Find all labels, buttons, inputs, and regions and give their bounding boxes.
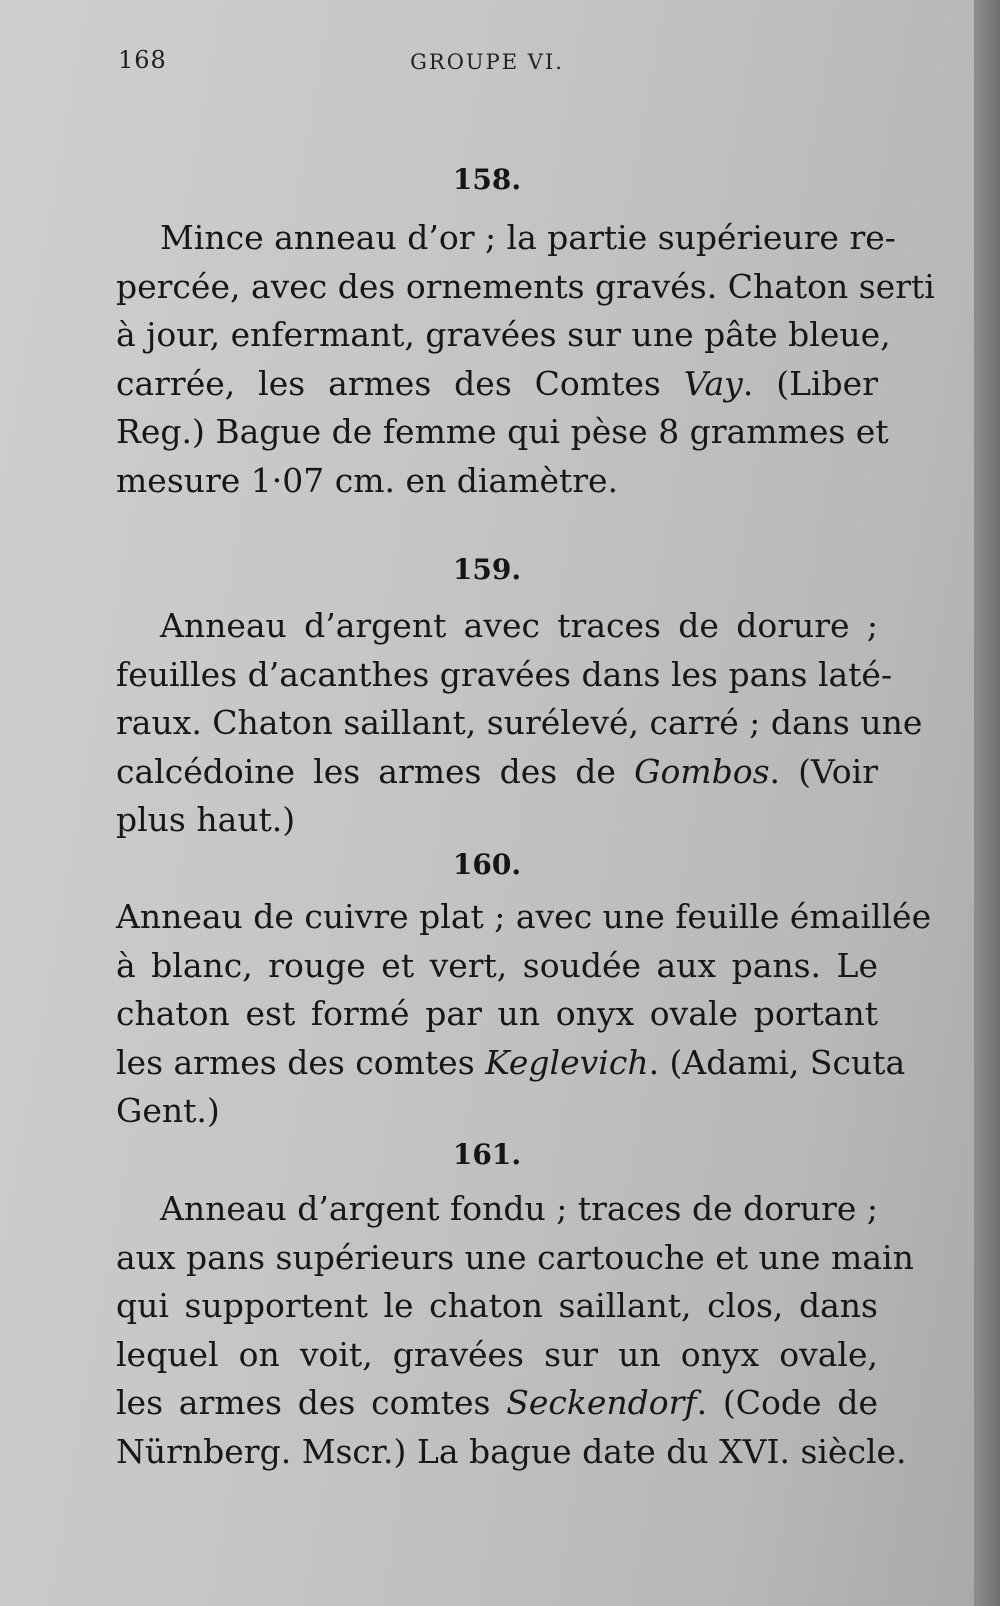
text-line: Reg.) Bague de femme qui pèse 8 grammes et [116, 412, 889, 451]
text-line: feuilles d’acanthes gravées dans les pans laté- [116, 654, 893, 694]
header-title: GROUPE VI. [410, 50, 564, 74]
text-line: Nürnberg. Mscr.) La bague date du XVI. siècle. [116, 1431, 907, 1471]
text-line: aux pans supérieurs une cartouche et une main [116, 1237, 914, 1277]
entry-number-161: 161. [452, 1138, 522, 1171]
text-line: Gent.) [116, 1091, 220, 1130]
text-line: Anneau d’argent fondu ; traces de dorure ; [160, 1189, 879, 1228]
family-name: Vay [683, 363, 743, 403]
text-line: chaton est formé par un onyx ovale portant [116, 994, 878, 1033]
text-line: Anneau de cuivre plat ; avec une feuille émaillée [116, 897, 932, 936]
family-name: Seckendorf [506, 1383, 697, 1422]
entry-158-text [116, 214, 935, 505]
entry-number-158: 158. [452, 163, 522, 196]
page-edge [974, 0, 1000, 1606]
entry-160-text [116, 893, 932, 1136]
entry-161-text [116, 1185, 914, 1476]
text-line: qui supportent le chaton saillant, clos, dans [116, 1286, 878, 1325]
text-line: raux. Chaton saillant, surélevé, carré ; dans une [116, 703, 923, 742]
text-line: Mince anneau d’or ; la partie supérieure re- [160, 218, 896, 257]
text-line: à blanc, rouge et vert, soudée aux pans. Le [116, 945, 878, 985]
text-line: les armes des comtes Keglevich. (Adami, Scuta [116, 1042, 906, 1082]
entry-number-159: 159. [452, 553, 522, 586]
entry-number-160: 160. [452, 848, 522, 881]
text-line: Anneau d’argent avec traces de dorure ; [160, 606, 878, 645]
text-line: plus haut.) [116, 800, 296, 839]
entry-159-text [116, 602, 923, 845]
text-line: à jour, enfermant, gravées sur une pâte bleue, [116, 315, 891, 354]
running-head [0, 46, 974, 86]
text-line: carrée, les armes des Comtes Vay. (Liber [116, 363, 878, 403]
family-name: Gombos [634, 751, 770, 791]
text-line: percée, avec des ornements gravés. Chaton serti [116, 266, 935, 306]
text-line: les armes des comtes Seckendorf. (Code de [116, 1383, 878, 1422]
family-name: Keglevich [485, 1042, 649, 1082]
text-line: lequel on voit, gravées sur un onyx ovale, [116, 1334, 878, 1374]
text-line: calcédoine les armes des de Gombos. (Voir [116, 751, 879, 791]
page-number: 168 [118, 46, 167, 74]
text-line: mesure 1·07 cm. en diamètre. [116, 460, 619, 500]
